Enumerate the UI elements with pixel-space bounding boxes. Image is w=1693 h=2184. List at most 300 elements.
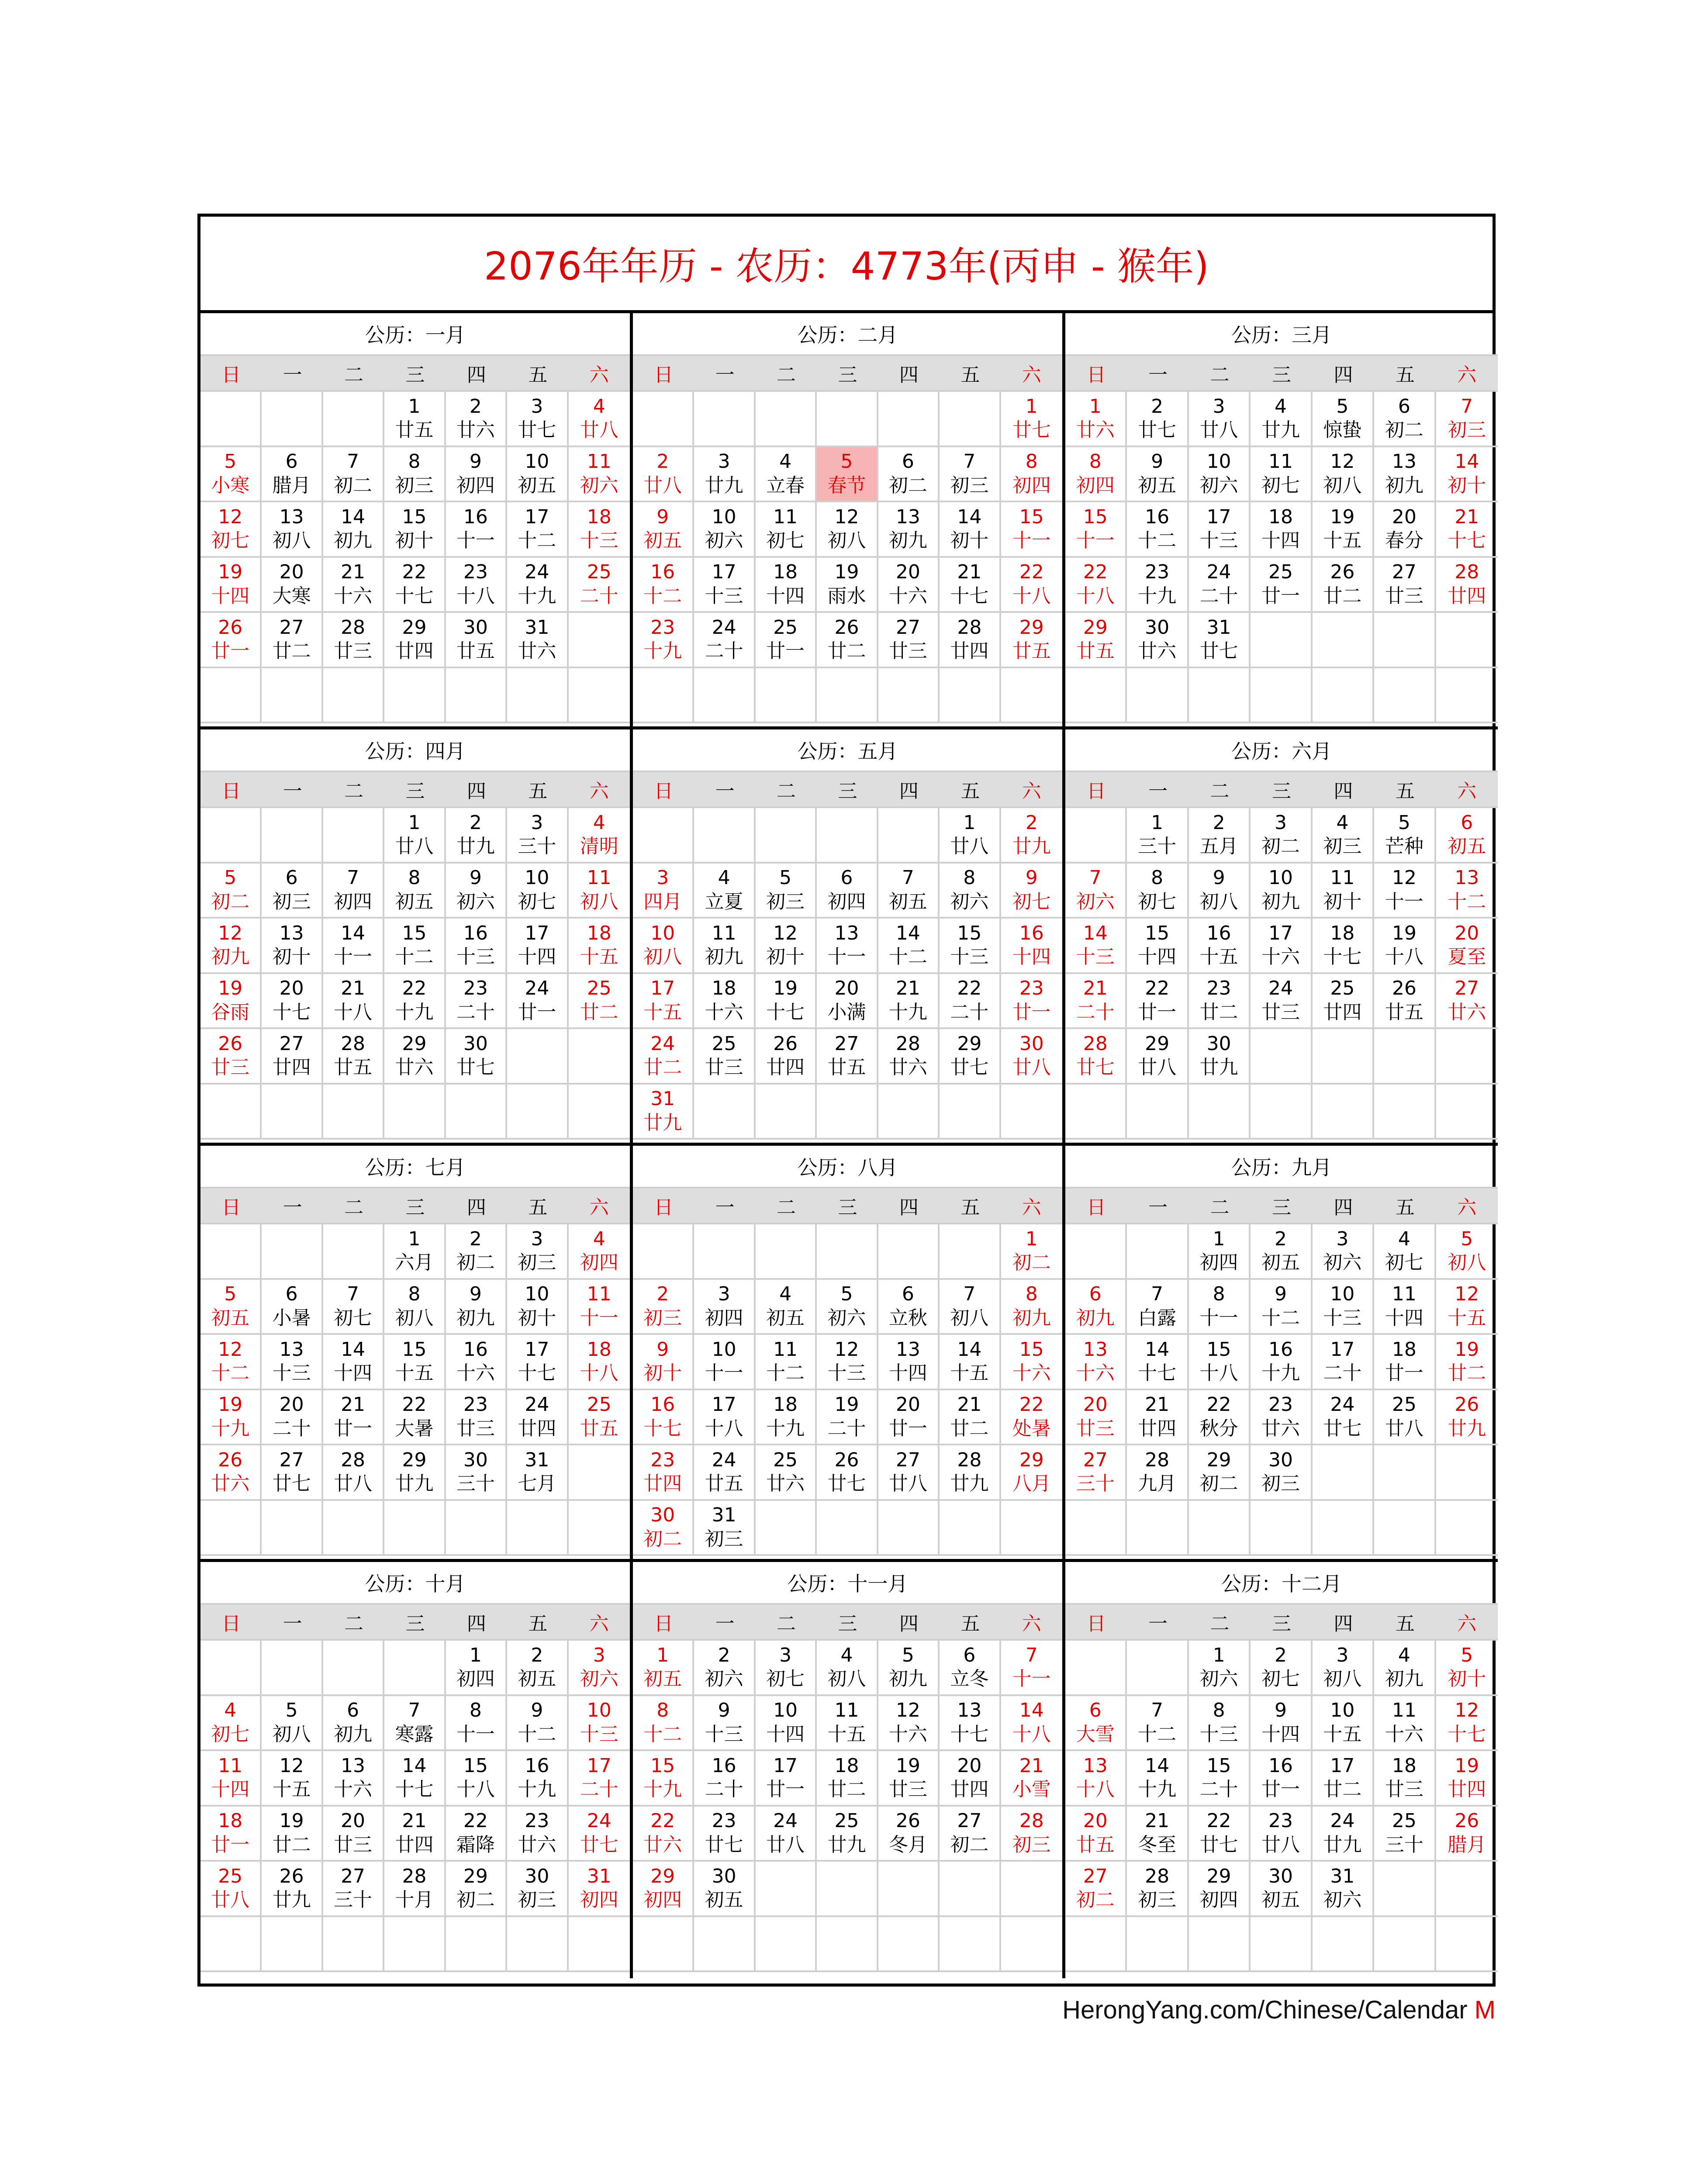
day-number: 19 — [218, 561, 243, 584]
day-cell — [262, 1029, 323, 1085]
day-number: 11 — [1268, 450, 1293, 473]
lunar-date: 初六 — [1199, 1668, 1238, 1690]
day-cell — [878, 1390, 940, 1446]
day-cell — [940, 613, 1001, 668]
day-cell — [1189, 558, 1251, 613]
lunar-date: 廿六 — [395, 1056, 434, 1079]
weekday-label: 六 — [1022, 1613, 1041, 1635]
day-number: 27 — [834, 1032, 859, 1055]
day-cell — [694, 1641, 755, 1696]
lunar-date: 十一 — [705, 1362, 743, 1385]
day-cell — [1001, 864, 1062, 919]
weekday-label: 二 — [344, 364, 364, 386]
day-cell — [694, 919, 755, 974]
day-number: 12 — [218, 505, 243, 528]
day-number: 24 — [525, 1393, 549, 1416]
day-number: 9 — [1213, 867, 1225, 889]
day-number: 13 — [895, 1338, 920, 1361]
weekday-label: 三 — [405, 364, 425, 386]
day-cell — [384, 1696, 446, 1752]
lunar-date: 廿一 — [211, 1833, 250, 1856]
day-cell — [1127, 1280, 1189, 1335]
lunar-date: 初五 — [766, 1306, 805, 1329]
day-cell — [200, 1445, 262, 1501]
lunar-date: 初五 — [1138, 474, 1177, 497]
day-number: 3 — [1274, 811, 1287, 834]
empty-cell — [756, 668, 817, 724]
day-cell — [1436, 808, 1498, 864]
lunar-date: 廿三 — [888, 1778, 927, 1801]
empty-cell — [633, 392, 694, 447]
day-cell — [446, 1445, 507, 1501]
weekday-label: 五 — [528, 1196, 548, 1219]
day-cell — [633, 1807, 694, 1862]
weekday-label: 五 — [961, 1613, 980, 1635]
lunar-date: 廿六 — [456, 419, 495, 442]
weekday-label: 五 — [528, 1613, 548, 1635]
lunar-date: 廿六 — [888, 1056, 927, 1079]
lunar-date: 十一 — [1012, 529, 1051, 552]
empty-cell — [817, 1862, 878, 1917]
day-cell — [1436, 447, 1498, 503]
empty-cell — [323, 808, 384, 864]
day-number: 15 — [1083, 505, 1108, 528]
day-cell — [569, 392, 630, 447]
day-cell — [1436, 1335, 1498, 1390]
lunar-date: 初三 — [518, 1889, 556, 1911]
day-grid — [633, 808, 1062, 1140]
empty-cell — [1001, 1917, 1062, 1973]
day-cell — [817, 1445, 878, 1501]
empty-cell — [1313, 1029, 1374, 1085]
day-number: 15 — [957, 922, 982, 944]
weekday-label: 日 — [1086, 364, 1106, 386]
weekday-header — [200, 356, 630, 392]
day-cell — [940, 1696, 1001, 1752]
lunar-date: 立夏 — [705, 890, 743, 913]
empty-cell — [1127, 1501, 1189, 1556]
weekday-label: 日 — [654, 1613, 674, 1635]
weekday-label: 三 — [838, 1613, 857, 1635]
day-number: 11 — [587, 867, 612, 889]
day-cell — [878, 447, 940, 503]
empty-cell — [756, 392, 817, 447]
day-cell — [633, 1641, 694, 1696]
lunar-date: 十九 — [643, 640, 682, 663]
day-cell — [569, 1641, 630, 1696]
day-cell — [1001, 808, 1062, 864]
weekday-label: 一 — [283, 780, 302, 802]
lunar-date: 初十 — [643, 1362, 682, 1385]
day-number: 21 — [341, 561, 366, 584]
day-cell — [384, 808, 446, 864]
day-cell — [1436, 1696, 1498, 1752]
day-number: 11 — [834, 1699, 859, 1722]
day-number: 15 — [1206, 1754, 1231, 1777]
lunar-date: 初十 — [395, 529, 434, 552]
day-number: 5 — [840, 1283, 853, 1306]
day-number: 12 — [834, 505, 859, 528]
day-number: 1 — [1025, 395, 1038, 418]
day-cell — [262, 1445, 323, 1501]
day-cell — [323, 1807, 384, 1862]
lunar-date: 初五 — [518, 474, 556, 497]
day-cell — [384, 502, 446, 558]
lunar-date: 廿六 — [766, 1472, 805, 1495]
empty-cell — [1436, 1085, 1498, 1140]
day-number: 5 — [779, 867, 792, 889]
empty-cell — [1436, 1029, 1498, 1085]
weekday-label: 日 — [221, 780, 241, 802]
empty-cell — [878, 1224, 940, 1280]
day-cell — [694, 1862, 755, 1917]
day-number: 7 — [408, 1699, 421, 1722]
day-cell — [633, 613, 694, 668]
day-number: 14 — [341, 922, 366, 944]
day-cell — [1001, 1641, 1062, 1696]
empty-cell — [200, 1085, 262, 1140]
empty-cell — [1436, 1862, 1498, 1917]
lunar-date: 十六 — [705, 1001, 743, 1023]
day-cell — [1251, 1445, 1312, 1501]
day-cell — [1251, 864, 1312, 919]
month-block — [633, 313, 1065, 729]
weekday-label: 一 — [715, 1196, 735, 1219]
lunar-date: 初六 — [1323, 1889, 1362, 1911]
lunar-date: 初二 — [456, 1889, 495, 1911]
lunar-date: 十三 — [705, 584, 743, 607]
day-number: 22 — [1206, 1393, 1231, 1416]
lunar-date: 廿八 — [211, 1889, 250, 1911]
lunar-date: 三十 — [456, 1472, 495, 1495]
day-number: 28 — [341, 616, 366, 639]
day-number: 18 — [587, 1338, 612, 1361]
day-number: 15 — [1019, 505, 1044, 528]
lunar-date: 十八 — [1012, 584, 1051, 607]
day-cell — [633, 1335, 694, 1390]
lunar-date: 初五 — [888, 890, 927, 913]
lunar-date: 廿八 — [395, 835, 434, 858]
lunar-date: 十八 — [1012, 1723, 1051, 1745]
day-cell — [940, 558, 1001, 613]
empty-cell — [569, 1085, 630, 1140]
day-number: 19 — [1455, 1338, 1479, 1361]
footer-link[interactable]: HerongYang.com/Chinese/Calendar — [1062, 1996, 1468, 2024]
lunar-date: 十八 — [1199, 1362, 1238, 1385]
day-cell — [1189, 1029, 1251, 1085]
lunar-date: 初九 — [334, 529, 373, 552]
day-number: 11 — [1330, 867, 1355, 889]
lunar-date: 十二 — [766, 1362, 805, 1385]
lunar-date: 廿八 — [1385, 1417, 1424, 1440]
lunar-date: 廿五 — [334, 1056, 373, 1079]
lunar-date: 廿六 — [1448, 1001, 1486, 1023]
lunar-date: 初六 — [705, 1668, 743, 1690]
empty-cell — [1251, 1029, 1312, 1085]
day-cell — [1001, 1445, 1062, 1501]
day-number: 12 — [1455, 1283, 1479, 1306]
day-number: 22 — [402, 561, 427, 584]
day-number: 29 — [1019, 616, 1044, 639]
lunar-date: 初七 — [518, 890, 556, 913]
empty-cell — [200, 808, 262, 864]
day-number: 2 — [718, 1644, 730, 1666]
day-number: 9 — [469, 1283, 482, 1306]
month-title: 公历：十一月 — [633, 1562, 1062, 1605]
day-number: 4 — [593, 1227, 605, 1250]
lunar-date: 八月 — [1012, 1472, 1051, 1495]
day-number: 13 — [1392, 450, 1417, 473]
day-number: 30 — [463, 1032, 488, 1055]
day-number: 10 — [587, 1699, 612, 1722]
day-number: 11 — [1392, 1699, 1417, 1722]
lunar-date: 十六 — [456, 1362, 495, 1385]
lunar-date: 廿二 — [272, 640, 311, 663]
day-cell — [1436, 1390, 1498, 1446]
day-cell — [694, 1696, 755, 1752]
day-number: 20 — [1083, 1810, 1108, 1832]
day-cell — [569, 1224, 630, 1280]
day-number: 28 — [1145, 1448, 1170, 1471]
day-number: 4 — [1398, 1644, 1410, 1666]
day-cell — [1065, 1751, 1127, 1807]
day-cell — [1001, 502, 1062, 558]
empty-cell — [1313, 1445, 1374, 1501]
weekday-label: 一 — [715, 364, 735, 386]
weekday-label: 四 — [466, 364, 486, 386]
day-number: 3 — [1336, 1227, 1349, 1250]
day-number: 7 — [347, 867, 359, 889]
weekday-label: 三 — [838, 780, 857, 802]
day-number: 16 — [463, 1338, 488, 1361]
lunar-date: 初十 — [950, 529, 989, 552]
lunar-date: 二十 — [1199, 1778, 1238, 1801]
empty-cell — [569, 1445, 630, 1501]
day-number: 7 — [902, 867, 914, 889]
day-number: 5 — [224, 1283, 237, 1306]
lunar-date: 廿七 — [1012, 419, 1051, 442]
day-cell — [384, 392, 446, 447]
day-number: 17 — [773, 1754, 798, 1777]
day-cell — [446, 1390, 507, 1446]
empty-cell — [817, 1501, 878, 1556]
day-cell — [817, 1029, 878, 1085]
empty-cell — [756, 1501, 817, 1556]
day-number: 19 — [1455, 1754, 1479, 1777]
footer-mark: M — [1474, 1996, 1496, 2024]
day-number: 24 — [1268, 977, 1293, 1000]
weekday-label: 五 — [961, 780, 980, 802]
day-cell — [569, 1335, 630, 1390]
lunar-date: 十四 — [518, 946, 556, 968]
day-cell — [1436, 1224, 1498, 1280]
day-cell — [507, 1862, 568, 1917]
day-number: 26 — [1455, 1810, 1479, 1832]
weekday-label: 日 — [1086, 1196, 1106, 1219]
weekday-label: 日 — [654, 780, 674, 802]
lunar-date: 十七 — [643, 1417, 682, 1440]
day-number: 24 — [587, 1810, 612, 1832]
day-number: 2 — [1274, 1227, 1287, 1250]
day-cell — [633, 502, 694, 558]
lunar-date: 十九 — [211, 1417, 250, 1440]
lunar-date: 十四 — [766, 1723, 805, 1745]
day-number: 9 — [531, 1699, 543, 1722]
lunar-date: 廿四 — [950, 640, 989, 663]
day-number: 15 — [650, 1754, 675, 1777]
empty-cell — [940, 1917, 1001, 1973]
weekday-label: 二 — [777, 364, 796, 386]
lunar-date: 芒种 — [1385, 835, 1424, 858]
empty-cell — [633, 1224, 694, 1280]
empty-cell — [569, 1029, 630, 1085]
lunar-date: 初五 — [395, 890, 434, 913]
weekday-label: 四 — [1334, 780, 1353, 802]
day-cell — [1313, 558, 1374, 613]
lunar-date: 初九 — [1385, 1668, 1424, 1690]
weekday-label: 五 — [961, 364, 980, 386]
day-cell — [633, 1751, 694, 1807]
empty-cell — [1065, 1917, 1127, 1973]
day-cell — [1001, 1224, 1062, 1280]
lunar-date: 初二 — [1385, 419, 1424, 442]
lunar-date: 初十 — [766, 946, 805, 968]
day-number: 28 — [1083, 1032, 1108, 1055]
day-number: 18 — [712, 977, 736, 1000]
day-number: 11 — [773, 1338, 798, 1361]
lunar-date: 十五 — [1199, 946, 1238, 968]
lunar-date: 初七 — [766, 529, 805, 552]
lunar-date: 立春 — [766, 474, 805, 497]
lunar-date: 廿九 — [827, 1833, 866, 1856]
day-cell — [940, 1445, 1001, 1501]
day-cell — [384, 1280, 446, 1335]
empty-cell — [384, 1501, 446, 1556]
lunar-date: 初五 — [1448, 835, 1486, 858]
day-cell — [1127, 974, 1189, 1030]
lunar-date: 十八 — [705, 1417, 743, 1440]
lunar-date: 廿八 — [1199, 419, 1238, 442]
day-number: 14 — [1083, 922, 1108, 944]
day-cell — [1251, 1224, 1312, 1280]
lunar-date: 廿四 — [1323, 1001, 1362, 1023]
weekday-label: 三 — [405, 1196, 425, 1219]
lunar-date: 廿一 — [888, 1417, 927, 1440]
empty-cell — [323, 1224, 384, 1280]
lunar-date: 廿六 — [643, 1833, 682, 1856]
day-number: 3 — [1213, 395, 1225, 418]
day-cell — [1436, 502, 1498, 558]
lunar-date: 十一 — [580, 1306, 618, 1329]
day-number: 31 — [525, 1448, 549, 1471]
day-cell — [323, 1280, 384, 1335]
lunar-date: 雨水 — [827, 584, 866, 607]
day-cell — [1374, 974, 1436, 1030]
day-cell — [384, 1390, 446, 1446]
day-number: 15 — [1019, 1338, 1044, 1361]
day-cell — [1436, 392, 1498, 447]
day-cell — [384, 447, 446, 503]
lunar-date: 初七 — [1261, 1668, 1300, 1690]
day-number: 29 — [463, 1865, 488, 1887]
empty-cell — [446, 1501, 507, 1556]
lunar-date: 廿二 — [580, 1001, 618, 1023]
lunar-date: 廿七 — [950, 1056, 989, 1079]
day-cell — [1189, 1335, 1251, 1390]
lunar-date: 廿四 — [1138, 1417, 1177, 1440]
day-number: 10 — [1268, 867, 1293, 889]
day-number: 10 — [1330, 1283, 1355, 1306]
month-block — [200, 1562, 633, 1978]
weekday-header — [633, 1189, 1062, 1224]
day-cell — [200, 1696, 262, 1752]
weekday-label: 三 — [838, 364, 857, 386]
day-number: 8 — [408, 867, 421, 889]
empty-cell — [262, 808, 323, 864]
day-number: 22 — [1019, 1393, 1044, 1416]
lunar-date: 初八 — [827, 1668, 866, 1690]
lunar-date: 十二 — [1138, 529, 1177, 552]
day-number: 16 — [650, 561, 675, 584]
day-cell — [446, 558, 507, 613]
day-number: 25 — [587, 1393, 612, 1416]
day-number: 1 — [1025, 1227, 1038, 1250]
day-cell — [817, 1641, 878, 1696]
day-number: 10 — [712, 505, 736, 528]
day-number: 12 — [1330, 450, 1355, 473]
lunar-date: 初八 — [1199, 890, 1238, 913]
weekday-header — [633, 1605, 1062, 1641]
day-number: 26 — [218, 1448, 243, 1471]
day-cell — [1001, 1335, 1062, 1390]
day-cell — [507, 502, 568, 558]
day-number: 30 — [463, 1448, 488, 1471]
day-number: 13 — [1083, 1338, 1108, 1361]
day-number: 16 — [1268, 1754, 1293, 1777]
day-number: 25 — [218, 1865, 243, 1887]
day-number: 16 — [712, 1754, 736, 1777]
day-number: 5 — [285, 1699, 298, 1722]
day-number: 4 — [1336, 811, 1349, 834]
day-number: 26 — [834, 1448, 859, 1471]
lunar-date: 廿三 — [334, 1833, 373, 1856]
lunar-date: 廿三 — [888, 640, 927, 663]
empty-cell — [1374, 1862, 1436, 1917]
day-cell — [446, 613, 507, 668]
day-cell — [262, 613, 323, 668]
day-cell — [507, 974, 568, 1030]
lunar-date: 十一 — [827, 946, 866, 968]
day-number: 22 — [957, 977, 982, 1000]
lunar-date: 廿六 — [1261, 1417, 1300, 1440]
lunar-date: 初五 — [643, 529, 682, 552]
lunar-date: 小满 — [827, 1001, 866, 1023]
day-number: 30 — [1145, 616, 1170, 639]
day-cell — [507, 1280, 568, 1335]
lunar-date: 初四 — [580, 1889, 618, 1911]
day-cell — [1127, 502, 1189, 558]
lunar-date: 十三 — [705, 1723, 743, 1745]
day-cell — [323, 1751, 384, 1807]
day-cell — [1374, 1751, 1436, 1807]
lunar-date: 廿三 — [1261, 1001, 1300, 1023]
day-number: 23 — [650, 1448, 675, 1471]
day-cell — [1251, 1390, 1312, 1446]
day-cell — [878, 1751, 940, 1807]
day-number: 20 — [1392, 505, 1417, 528]
empty-cell — [507, 1917, 568, 1973]
day-cell — [1251, 1280, 1312, 1335]
